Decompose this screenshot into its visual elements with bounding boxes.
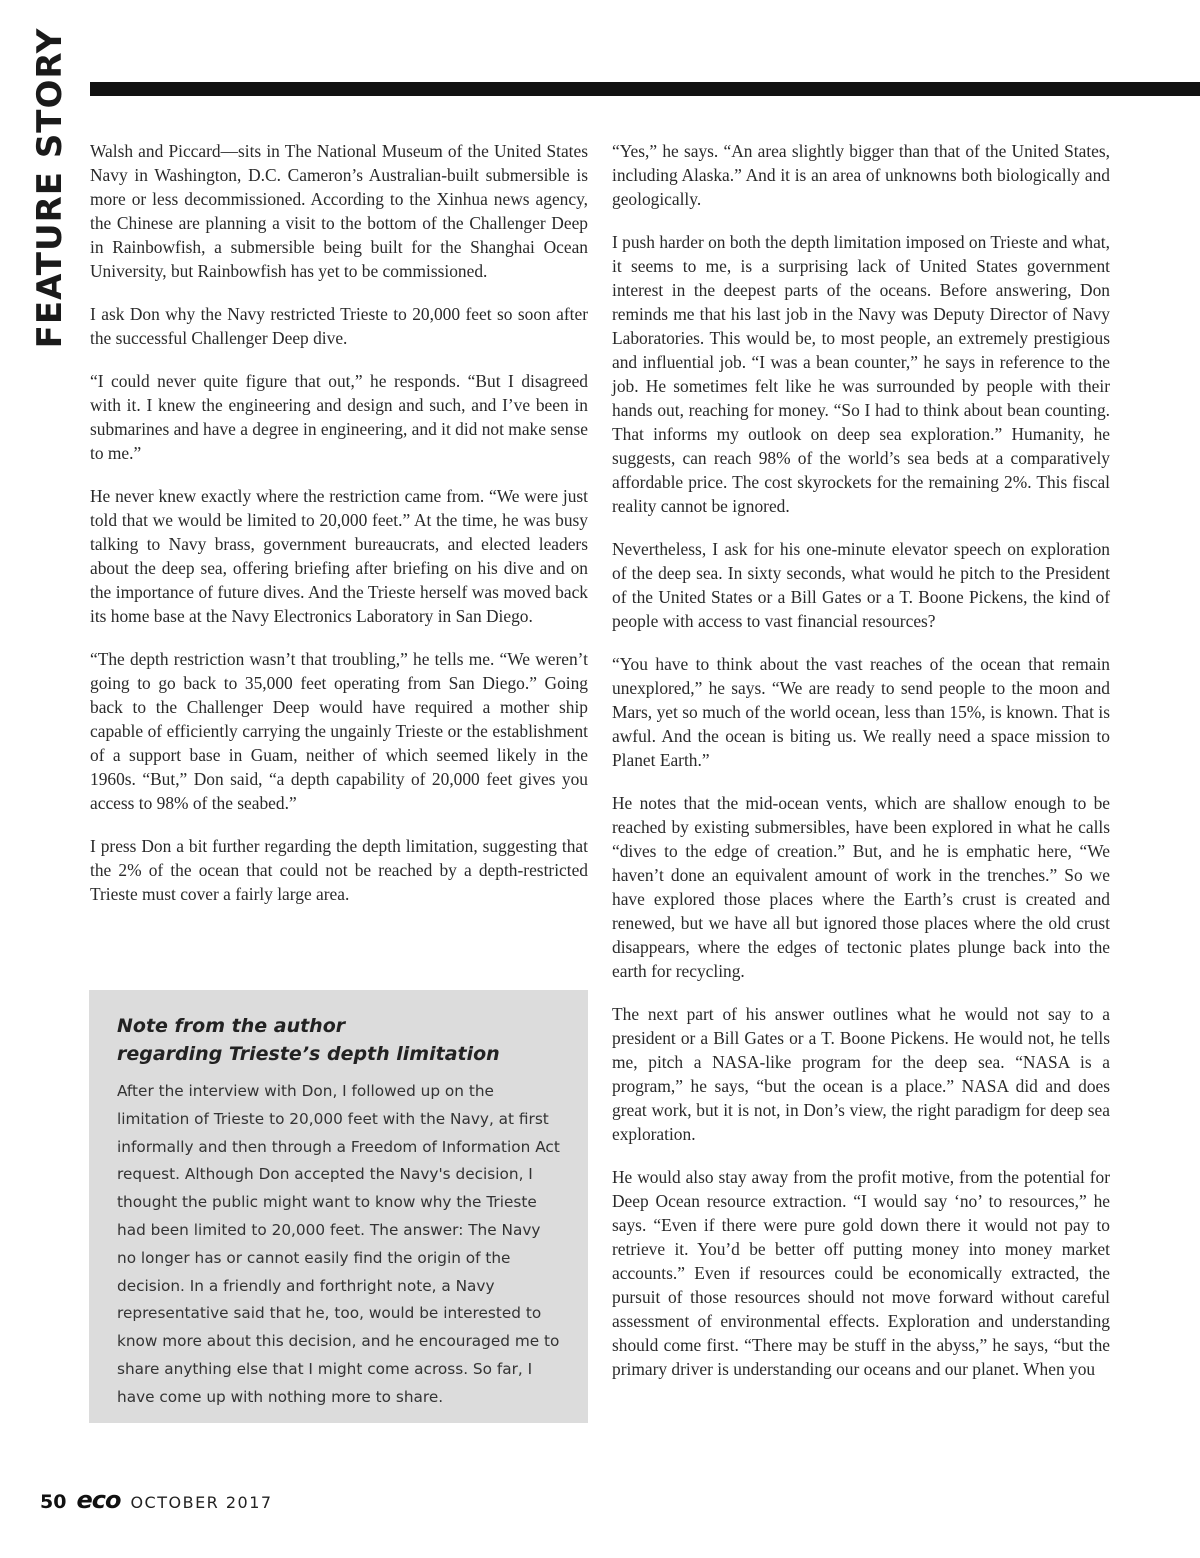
sidebar-body: After the interview with Don, I followed up on the limitation of Trieste to 20,000 feet with the Navy, at first informally and then through a Freedom of Information Act request. Although Don accepted the Navy's decision, I thought the public might want to know why the Trieste had been limited to 20,000 feet. The answer: The Navy no longer has or cannot easily find the origin of the decision. In a friendly and forthright note, a Navy representative said that he, too, would be interested to know more about this decision, and he encouraged me to share anything else that I might come across. So far, I have come up with nothing more to share. (117, 1082, 560, 1406)
top-rule (90, 82, 1200, 96)
left-column (90, 139, 588, 925)
sidebar-title-line1: Note from the author (117, 1015, 346, 1037)
issue-date: OCTOBER 2017 (130, 1493, 273, 1512)
paragraph: He notes that the mid-ocean vents, which are shallow enough to be reached by existing submersibles, have been explored in what he calls “dives to the edge of creation.” But, and he is emphatic here, “We haven’t done an equivalent amount of work in the trenches.” So we have explored those places where the Earth’s crust is created and renewed, but we have all but ignored those places where the old crust disappears, where the edges of tectonic plates plunge back into the earth for recycling. (612, 793, 1110, 981)
section-label (30, 27, 70, 349)
paragraph: He would also stay away from the profit motive, from the potential for Deep Ocean resource extraction. “I would say ‘no’ to resources,” he says. “Even if there were pure gold down there it would not pay to retrieve it. You’d be better off putting money into money market accounts.” Even if resources could be economically extracted, the pursuit of those resources should not move forward without careful assessment of environmental effects. Exploration and understanding should come first. “There may be stuff in the abyss,” he says, “but the primary driver is understanding our oceans and our planet. When you (612, 1167, 1110, 1379)
paragraph: “You have to think about the vast reaches of the ocean that remain unexplored,” he says. “We are ready to send people to the moon and Mars, yet so much of the world ocean, less than 15%, is known. That is awful. And the ocean is biting us. We really need a space mission to Planet Earth.” (612, 654, 1110, 770)
paragraph: I push harder on both the depth limitation imposed on Trieste and what, it seems to me, is a surprising lack of United States government interest in the deepest parts of the oceans. Before answering, Don reminds me that his last job in the Navy was Deputy Director of Navy Laboratories. This would be, to most people, an extremely prestigious and influential job. “I was a bean counter,” he says in reference to the job. He sometimes felt like he was surrounded by people with their hands out, reaching for money. “So I had to think about bean counting. That informs my outlook on deep sea exploration.” Humanity, he suggests, can reach 98% of the world’s sea beds at a comparatively affordable price. The cost skyrockets for the remaining 2%. This fiscal reality cannot be ignored. (612, 232, 1110, 516)
right-column (612, 139, 1110, 1400)
magazine-logo: eco (76, 1486, 121, 1514)
section-label-text: FEATURE STORY (30, 27, 70, 349)
paragraph: I press Don a bit further regarding the depth limitation, suggesting that the 2% of the ocean that could not be reached by a depth-restricted Trieste must cover a fairly large area. (90, 836, 588, 904)
sidebar-title-line2: regarding Trieste’s depth limitation (117, 1043, 500, 1065)
paragraph: I ask Don why the Navy restricted Trieste to 20,000 feet so soon after the successful Challenger Deep dive. (90, 304, 588, 348)
sidebar-title (117, 1012, 562, 1068)
paragraph: The next part of his answer outlines what he would not say to a president or a Bill Gates or a T. Boone Pickens. He would not, he tells me, pitch a NASA-like program for the deep sea. “NASA is a program,” he says, “but the ocean is a place.” NASA did and does great work, but it is not, in Don’s view, the right paradigm for deep sea exploration. (612, 1004, 1110, 1144)
author-note-sidebar (89, 990, 588, 1423)
paragraph: “The depth restriction wasn’t that troubling,” he tells me. “We weren’t going to go back to 35,000 feet operating from San Diego.” Going back to the Challenger Deep would have required a mother ship capable of efficiently carrying the ungainly Trieste or the establishment of a support base in Guam, neither of which seemed likely in the 1960s. “But,” Don said, “a depth capability of 20,000 feet gives you access to 98% of the seabed.” (90, 649, 588, 813)
paragraph: He never knew exactly where the restriction came from. “We were just told that we would be limited to 20,000 feet.” At the time, he was busy talking to Navy brass, government bureaucrats, and elected leaders about the deep sea, offering briefing after briefing on his dive and on the importance of future dives. And the Trieste herself was moved back its home base at the Navy Electronics Laboratory in San Diego. (90, 486, 588, 626)
paragraph: “I could never quite figure that out,” he responds. “But I disagreed with it. I knew the engineering and design and such, and I’ve been in submarines and have a degree in engineering, and it did not make sense to me.” (90, 371, 588, 463)
paragraph: Nevertheless, I ask for his one-minute elevator speech on exploration of the deep sea. In sixty seconds, what would he pitch to the President of the United States or a Bill Gates or a T. Boone Pickens, the kind of people with access to vast financial resources? (612, 539, 1110, 631)
page-footer (40, 1486, 273, 1516)
page-number: 50 (40, 1491, 67, 1513)
paragraph: “Yes,” he says. “An area slightly bigger than that of the United States, including Alaska.” And it is an area of unknowns both biologically and geologically. (612, 141, 1110, 209)
paragraph: Walsh and Piccard—sits in The National Museum of the United States Navy in Washington, D.C. Cameron’s Australian-built submersible is more or less decommissioned. According to the Xinhua news agency, the Chinese are planning a visit to the bottom of the Challenger Deep in Rainbowfish, a submersible being built for the Shanghai Ocean University, but Rainbowfish has yet to be commissioned. (90, 141, 588, 281)
